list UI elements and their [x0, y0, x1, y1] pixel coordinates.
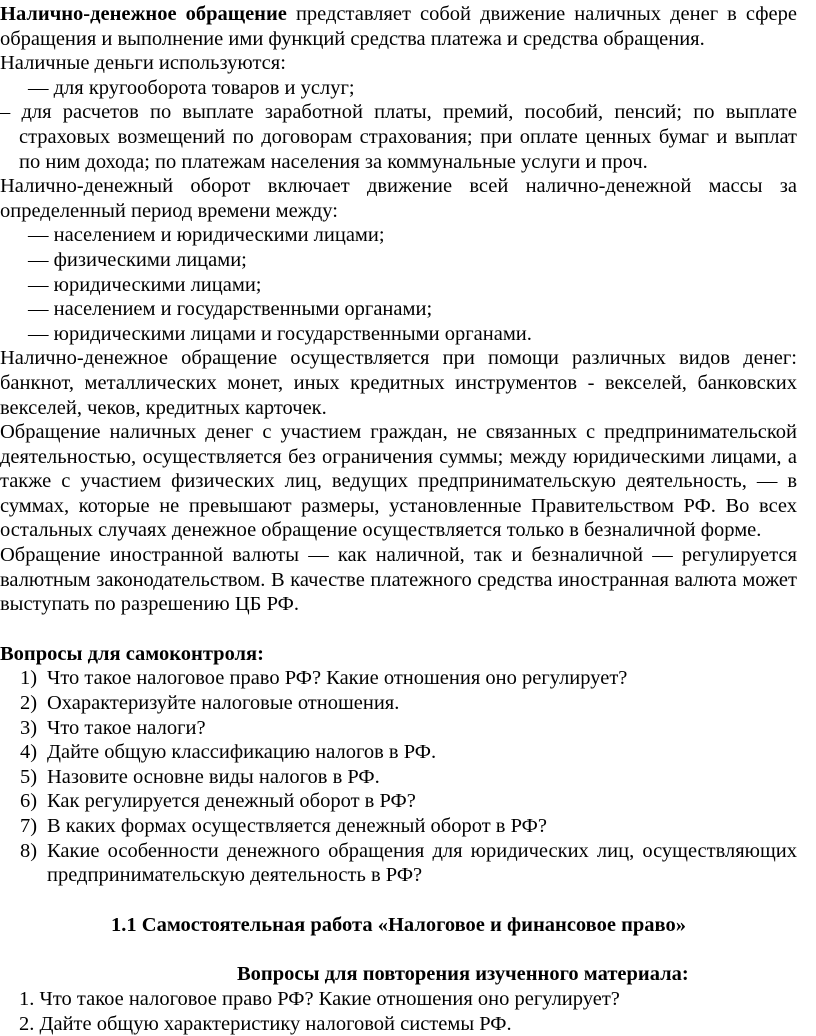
- body-paragraph: Обращение наличных денег с участием граждан, не связанных с предпринимательской деятельностью, осуществляется без ограничения суммы; между юридическими лицами, а также с участием физических лиц, ведущих предпринимательскую деятельность, — в суммах, которые не превышают размеры, установленные Правительством РФ. Во всех остальных случаях денежное обращение осуществляется только в безналичной форме.: [0, 421, 797, 542]
- question-text: Охарактеризуйте налоговые отношения.: [47, 692, 400, 715]
- review-list: [0, 987, 797, 1036]
- review-title: Вопросы для повторения изученного материала:: [237, 963, 689, 986]
- body-paragraph: Налично-денежное обращение осуществляется при помощи различных видов денег: банкнот, металлических монет, иных кредитных инструментов - векселей, банковских векселей, чеков, кредитных карточек.: [0, 347, 797, 419]
- question-number: 7): [20, 815, 38, 837]
- question-item: [0, 839, 797, 888]
- question-item: [0, 765, 797, 790]
- question-number: 4): [20, 741, 38, 764]
- turnover-item: — юридическими лицами и государственными органами.: [28, 322, 532, 345]
- question-number: 8): [20, 839, 38, 862]
- question-number: 6): [20, 790, 38, 813]
- question-item: [0, 740, 797, 765]
- turnover-item: — юридическими лицами;: [28, 273, 262, 296]
- review-item: 2. Дайте общую характеристику налоговой системы РФ.: [19, 1012, 512, 1035]
- question-text: Что такое налоги?: [47, 716, 206, 739]
- turnover-item: — физическими лицами;: [28, 248, 247, 271]
- intro-term: Налично-денежное обращение: [0, 3, 287, 25]
- question-item: [0, 716, 797, 741]
- body-paragraph: Обращение иностранной валюты — как наличной, так и безналичной — регулируется валютным законодательством. В качестве платежного средства иностранная валюта может выступать по разрешению ЦБ РФ.: [0, 544, 797, 616]
- review-item: 1. Что такое налоговое право РФ? Какие отношения оно регулирует?: [19, 987, 620, 1010]
- spacer: [0, 617, 797, 642]
- question-text: Дайте общую классификацию налогов в РФ.: [47, 741, 437, 764]
- question-number: 2): [20, 692, 38, 715]
- turnover-lead: Налично-денежный оборот включает движение всей налично-денежной массы за определенный период времени между:: [0, 175, 797, 222]
- question-text: Назовите основне виды налогов в РФ.: [47, 765, 380, 788]
- usage-item: – для расчетов по выплате заработной платы, премий, пособий, пенсий; по выплате страховых возмещений по договорам страхования; при оплате ценных бумаг и выплат по ним дохода; по платежам населения за коммунальные услуги и проч.: [0, 101, 797, 173]
- question-number: 1): [20, 667, 38, 690]
- section-title: 1.1 Самостоятельная работа «Налоговое и финансовое право»: [111, 913, 686, 936]
- question-item: [0, 666, 797, 691]
- self-control-title: Вопросы для самоконтроля:: [0, 642, 264, 665]
- document-page: [0, 2, 797, 1036]
- question-number: 5): [20, 765, 38, 788]
- usage-item: — для кругооборота товаров и услуг;: [28, 76, 355, 99]
- intro-definition: представляет собой движение наличных денег в сфере обращения и выполнение ими функций средства платежа и средства обращения.: [0, 3, 797, 50]
- usage-lead: Наличные деньги используются:: [0, 52, 286, 75]
- question-item: [0, 814, 797, 839]
- self-control-questions: [0, 666, 797, 887]
- turnover-item: — населением и юридическими лицами;: [28, 224, 385, 247]
- turnover-item: — населением и государственными органами;: [28, 298, 433, 321]
- question-text: В каких формах осуществляется денежный оборот в РФ?: [47, 815, 547, 837]
- question-item: [0, 691, 797, 716]
- question-item: [0, 789, 797, 814]
- question-text: Что такое налоговое право РФ? Какие отношения оно регулирует?: [47, 667, 628, 690]
- spacer: [0, 888, 797, 913]
- question-text: Как регулируется денежный оборот в РФ?: [47, 790, 416, 813]
- question-number: 3): [20, 716, 38, 739]
- question-text: Какие особенности денежного обращения для юридических лиц, осуществляющих предпринимательскую деятельность в РФ?: [47, 839, 797, 887]
- spacer: [0, 937, 797, 962]
- intro-paragraph: [0, 2, 797, 51]
